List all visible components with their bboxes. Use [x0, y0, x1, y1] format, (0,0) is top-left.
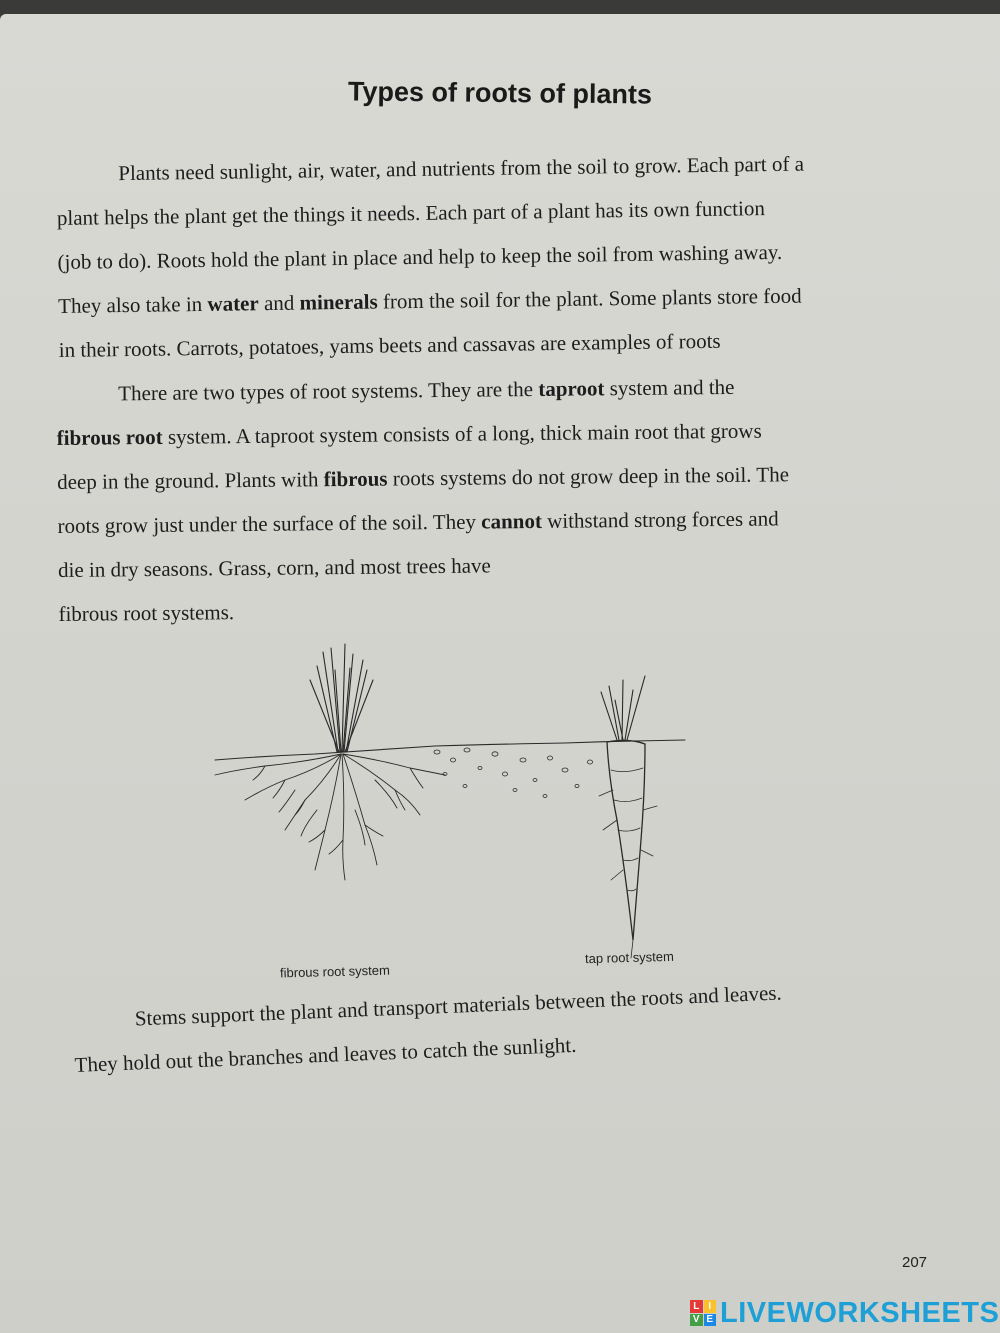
bold-term-minerals: minerals: [299, 289, 378, 315]
p2-line-5: die in dry seasons. Grass, corn, and most trees have: [57, 553, 491, 582]
grass-blades-drawing: [310, 644, 373, 752]
text-run: deep in the ground. Plants with: [57, 467, 324, 494]
text-run: from the soil for the plant. Some plants store food: [377, 283, 802, 314]
text-run: They also take in: [57, 291, 208, 318]
text-run: roots systems do not grow deep in the soil. The: [387, 462, 790, 491]
bold-term-water: water: [207, 291, 259, 316]
bold-term-taproot: taproot: [538, 376, 605, 401]
page-title: Types of roots of plants: [347, 76, 653, 110]
paragraph-roots-intro: [56, 140, 949, 372]
soil-surface-line: [215, 740, 685, 760]
logo-letter: E: [704, 1314, 717, 1327]
bold-term-cannot: cannot: [481, 508, 543, 534]
p1-line-1: Plants need sunlight, air, water, and nutrients from the soil to grow. Each part of a: [118, 151, 805, 186]
carrot-leaves-drawing: [601, 676, 645, 740]
bold-term-fibrous: fibrous: [323, 466, 388, 492]
p1-line-2: plant helps the plant get the things it needs. Each part of a plant has its own function: [56, 196, 766, 230]
p1-line-5: in their roots. Carrots, potatoes, yams beets and cassavas are examples of roots: [58, 328, 721, 362]
logo-letter: I: [704, 1300, 717, 1313]
text-run: There are two types of root systems. They are the: [118, 376, 539, 406]
p2-line-6: fibrous root systems.: [58, 600, 235, 626]
fibrous-roots-drawing: [215, 754, 445, 880]
text-run: withstand strong forces and: [541, 506, 779, 533]
p1-line-3: (job to do). Roots hold the plant in place and help to keep the soil from washing away.: [57, 239, 783, 274]
watermark-text: LIVEWORKSHEETS: [720, 1296, 1000, 1329]
soil-pebbles-drawing: [434, 748, 593, 798]
bold-term-fibrous-root: fibrous root: [56, 424, 163, 450]
liveworksheets-logo-icon: [690, 1300, 716, 1326]
page-number: 207: [902, 1254, 928, 1271]
caption-tap-root-system: tap root system: [584, 948, 675, 967]
p3-line-1: Stems support the plant and transport materials between the roots and leaves.: [134, 980, 783, 1031]
liveworksheets-watermark: [690, 1296, 999, 1330]
paragraph-root-systems: [56, 363, 949, 636]
text-run: and: [258, 290, 300, 316]
root-systems-illustration: [205, 640, 695, 960]
text-run: roots grow just under the surface of the soil. They: [57, 509, 482, 538]
carrot-rootlets-drawing: [599, 790, 657, 958]
caption-fibrous-root-system: fibrous root system: [279, 962, 391, 981]
logo-letter: L: [690, 1300, 703, 1313]
logo-letter: V: [690, 1314, 703, 1327]
text-run: system. A taproot system consists of a long, thick main root that grows: [162, 418, 762, 449]
p3-line-2: They hold out the branches and leaves to catch the sunlight.: [74, 1032, 577, 1077]
text-run: system and the: [604, 374, 735, 401]
